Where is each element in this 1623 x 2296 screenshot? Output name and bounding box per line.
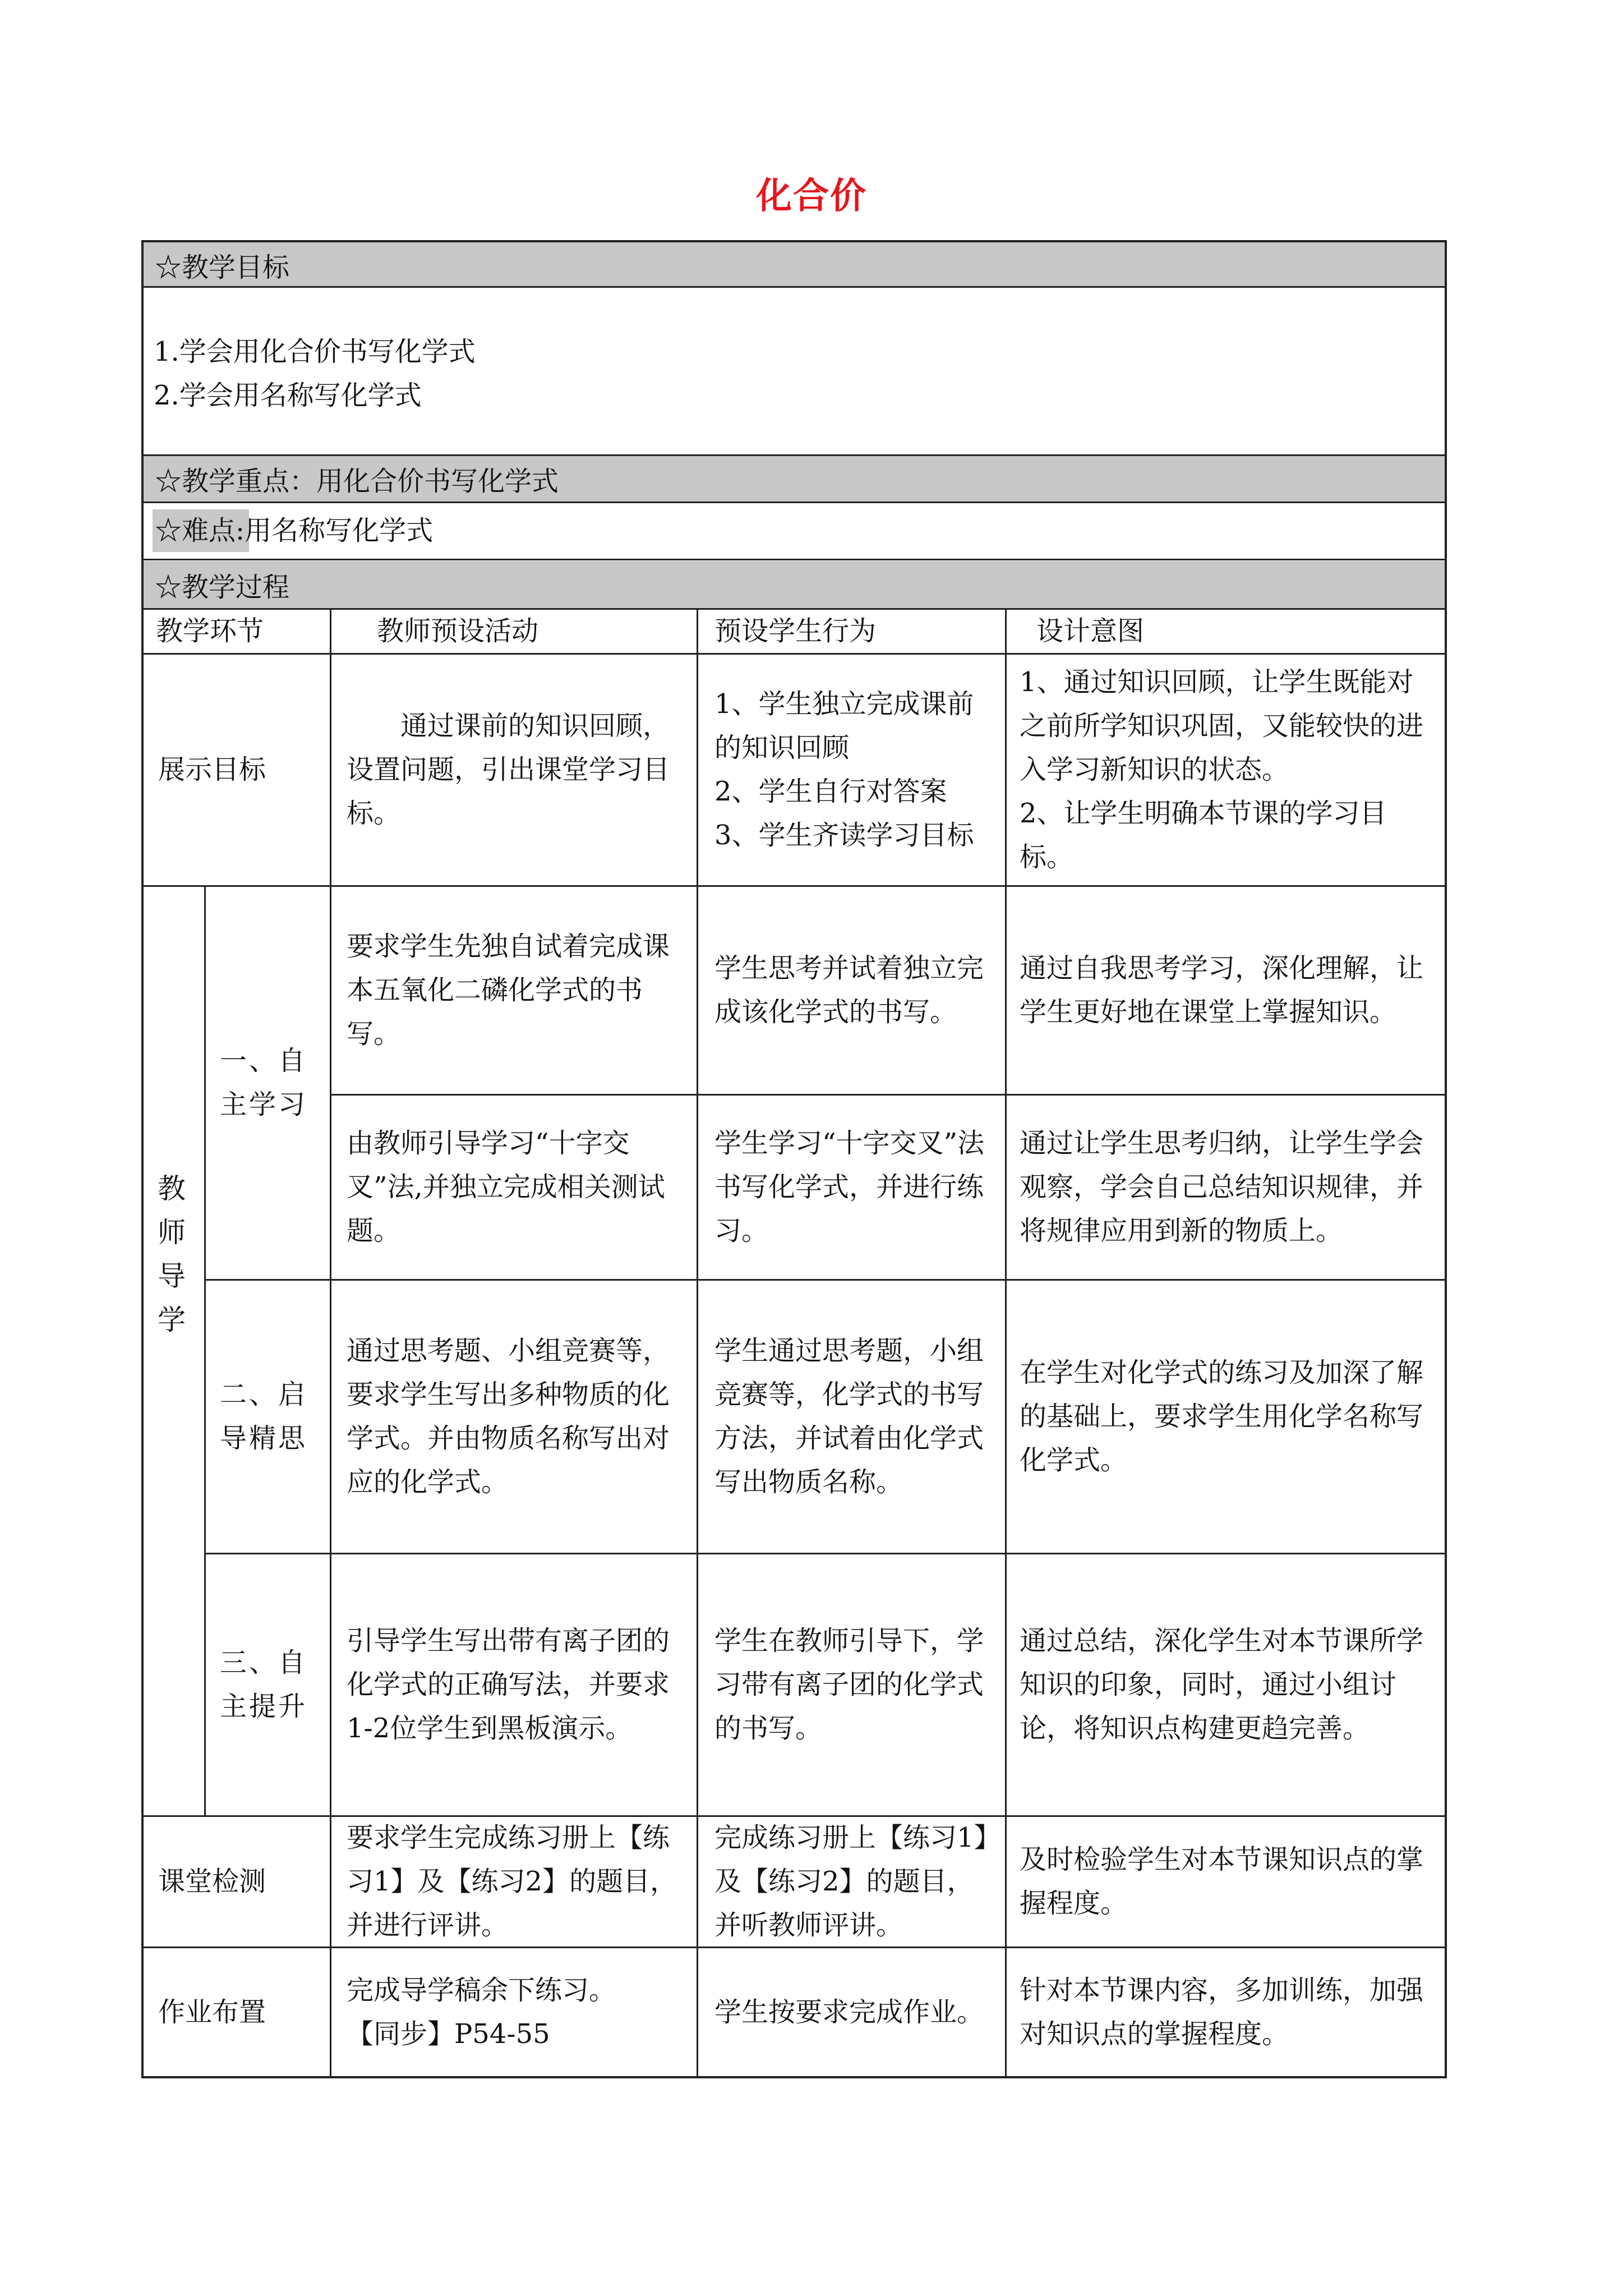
teacher-line: 完成导学稿余下练习。 [347,1975,616,2006]
objective-item: 1.学会用化合价书写化学式 [154,336,476,367]
header-intent: 设计意图 [1036,615,1145,647]
group-label-char: 学 [158,1304,186,1336]
group-label-char: 教 [158,1172,186,1205]
intent-cell: 通过总结，深化学生对本节课所学知识的印象，同时，通过小组讨论，将知识点构建更趋完善。 [1020,1625,1424,1744]
intent-cell: 及时检验学生对本节课知识点的掌握程度。 [1020,1844,1424,1919]
student-line: 1、学生独立完成课前的知识回顾 [714,688,974,763]
intent-cell: 针对本节课内容，多加训练，加强对知识点的掌握程度。 [1020,1975,1424,2050]
group-label [155,1167,188,1342]
student-cell: 学生学习“十字交叉”法书写化学式，并进行练习。 [714,1128,985,1246]
intent-cell [1006,654,1445,885]
student-line: 3、学生齐读学习目标 [714,820,974,851]
student-cell: 学生通过思考题，小组竞赛等，化学式的书写方法，并试着由化学式写出物质名称。 [714,1335,984,1498]
group-label-char: 导 [158,1260,186,1292]
objectives-header: ☆教学目标 [144,242,1445,287]
stage-cell: 一、自主学习 [220,1045,308,1120]
student-cell: 学生思考并试着独立完成该化学式的书写。 [714,953,984,1028]
intent-cell: 在学生对化学式的练习及加深了解的基础上，要求学生用化学名称写化学式。 [1020,1357,1424,1476]
stage-cell: 三、自主提升 [220,1647,308,1722]
teacher-cell: 通过课前的知识回顾，设置问题，引出课堂学习目标。 [347,710,670,829]
student-line: 2、学生自行对答案 [714,776,947,807]
teacher-cell: 要求学生完成练习册上【练习1】及【练习2】的题目，并进行评讲。 [347,1822,677,1941]
objective-item: 2.学会用名称写化学式 [154,380,422,411]
key-point: ☆教学重点：用化合价书写化学式 [144,455,1445,501]
stage-cell: 二、启导精思 [220,1379,308,1454]
teacher-cell [331,1948,697,2077]
student-cell: 完成练习册上【练习1】及【练习2】的题目，并听教师评讲。 [714,1822,988,1941]
student-cell: 学生按要求完成作业。 [714,1996,984,2028]
teacher-line: 【同步】P54-55 [347,2018,550,2050]
student-cell: 学生在教师引导下，学习带有离子团的化学式的书写。 [714,1625,984,1744]
stage-cell: 课堂检测 [158,1866,266,1897]
intent-cell: 通过让学生思考归纳，让学生学会观察，学会自己总结知识规律，并将规律应用到新的物质上。 [1020,1128,1424,1246]
intent-cell: 通过自我思考学习，深化理解，让学生更好地在课堂上掌握知识。 [1020,953,1424,1028]
teacher-cell: 引导学生写出带有离子团的化学式的正确写法，并要求1-2位学生到黑板演示。 [347,1625,670,1744]
objectives-list [154,330,476,417]
teacher-cell: 由教师引导学习“十字交叉”法,并独立完成相关测试题。 [347,1128,665,1246]
intent-line: 2、让学生明确本节课的学习目标。 [1020,798,1387,873]
page-title: 化合价 [756,175,867,217]
difficulty: ☆难点:用名称写化学式 [144,503,1445,559]
teacher-cell: 通过思考题、小组竞赛等，要求学生写出多种物质的化学式。并由物质名称写出对应的化学式。 [347,1335,670,1498]
stage-cell: 展示目标 [158,754,266,785]
intent-line: 1、通过知识回顾，让学生既能对之前所学知识巩固，又能较快的进入学习新知识的状态。 [1020,666,1424,785]
group-label-char: 师 [158,1216,186,1249]
header-student: 预设学生行为 [714,615,877,647]
process-header: ☆教学过程 [144,561,1445,608]
header-stage: 教学环节 [156,615,264,647]
stage-cell: 作业布置 [158,1996,266,2028]
teacher-cell: 要求学生先独自试着完成课本五氧化二磷化学式的书写。 [347,931,670,1050]
student-cell [698,654,1005,885]
header-teacher: 教师预设活动 [377,615,539,647]
